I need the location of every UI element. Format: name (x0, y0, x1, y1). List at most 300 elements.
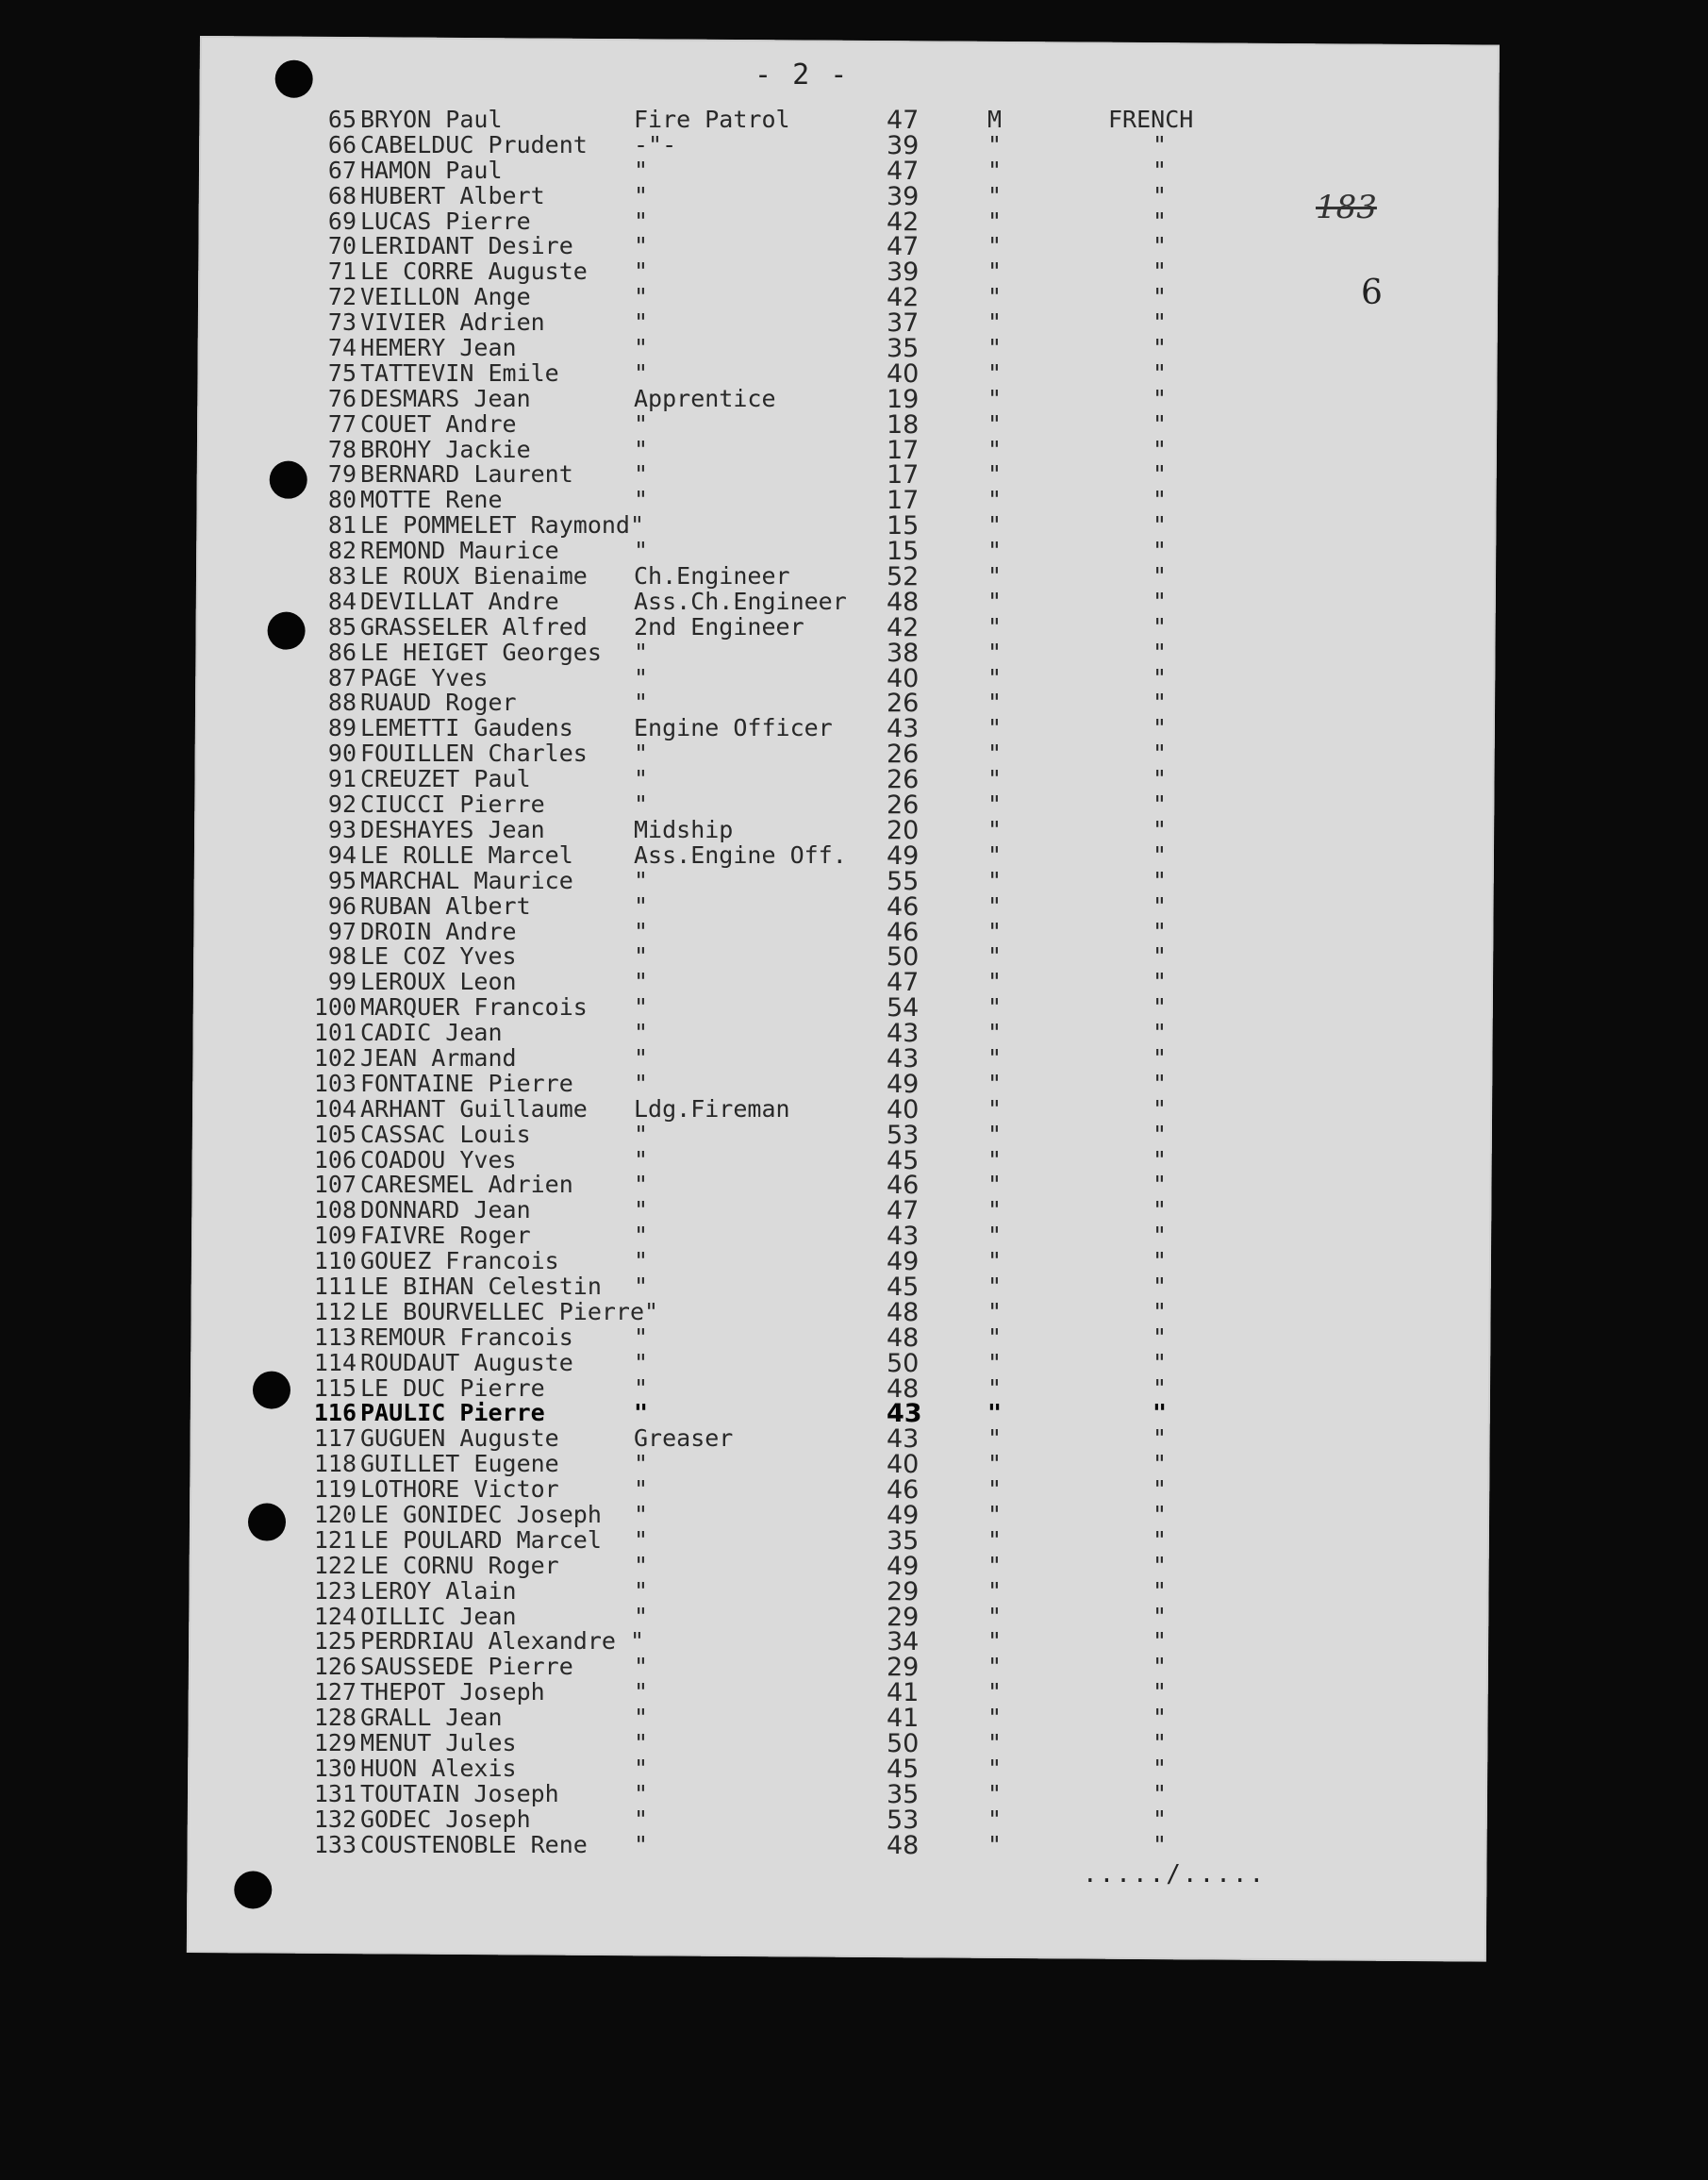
crew-sex: " (987, 358, 1003, 387)
row-number: 82 (327, 537, 357, 565)
row-number: 124 (313, 1602, 357, 1630)
crew-name: GOUEZ Francois (360, 1247, 559, 1275)
crew-rank: " (634, 790, 649, 819)
crew-nationality: " (1152, 1779, 1168, 1807)
row-number: 92 (327, 790, 357, 819)
crew-sex: " (987, 1094, 1003, 1123)
table-row (0, 1094, 1708, 1124)
crew-age: 48 (887, 1830, 920, 1860)
row-number: 89 (327, 714, 357, 742)
crew-rank: " (634, 891, 649, 920)
table-row (0, 1069, 1708, 1099)
crew-nationality: " (1152, 1830, 1168, 1858)
table-row (0, 612, 1708, 642)
crew-name: LE GONIDEC Joseph (360, 1500, 602, 1528)
table-row (0, 714, 1708, 744)
crew-nationality: " (1152, 1602, 1168, 1630)
crew-name: COUET Andre (360, 409, 517, 438)
crew-rank: " (634, 1323, 649, 1351)
crew-age: 43 (887, 1043, 920, 1073)
row-number: 79 (327, 460, 357, 489)
crew-nationality: " (1152, 1069, 1168, 1097)
crew-age: 42 (887, 612, 920, 642)
crew-nationality: " (1152, 917, 1168, 945)
crew-rank: " (634, 181, 649, 209)
crew-nationality: " (1152, 1729, 1168, 1756)
row-number: 77 (327, 409, 357, 438)
table-row (0, 1805, 1708, 1835)
crew-nationality: " (1152, 638, 1168, 666)
crew-name: ARHANT Guillaume (360, 1094, 588, 1123)
crew-age: 49 (887, 1551, 920, 1581)
crew-rank: " (634, 1576, 649, 1605)
table-row (0, 740, 1708, 770)
crew-nationality: " (1152, 486, 1168, 514)
crew-sex: " (987, 993, 1003, 1022)
row-number: 80 (327, 486, 357, 514)
crew-age: 20 (887, 815, 920, 845)
crew-name: CIUCCI Pierre (360, 790, 545, 819)
crew-sex: " (987, 1704, 1003, 1732)
crew-nationality: " (1152, 460, 1168, 489)
crew-age: 50 (887, 942, 920, 973)
crew-sex: " (987, 1475, 1003, 1504)
crew-name: GUILLET Eugene (360, 1450, 559, 1478)
table-row (0, 1653, 1708, 1683)
crew-age: 45 (887, 1272, 920, 1302)
crew-sex: " (987, 1348, 1003, 1376)
crew-name: LE POULARD Marcel (360, 1525, 602, 1554)
crew-sex: " (987, 232, 1003, 260)
crew-name: JEAN Armand (360, 1043, 517, 1072)
crew-nationality: " (1152, 1399, 1168, 1427)
crew-name: GRALL Jean (360, 1704, 503, 1732)
row-number: 112 (313, 1297, 357, 1325)
row-number: 98 (327, 942, 357, 971)
crew-sex: " (987, 130, 1003, 158)
crew-sex: " (987, 1323, 1003, 1351)
row-number: 115 (313, 1373, 357, 1402)
crew-nationality: " (1152, 181, 1168, 209)
crew-name: OILLIC Jean (360, 1602, 517, 1630)
table-row (0, 486, 1708, 516)
crew-name: REMOUR Francois (360, 1323, 573, 1351)
row-number: 68 (327, 181, 357, 209)
crew-rank: " (634, 1500, 649, 1528)
crew-sex: " (987, 638, 1003, 666)
crew-age: 53 (887, 1805, 920, 1835)
crew-age: 26 (887, 689, 920, 719)
crew-rank: " (634, 308, 649, 337)
table-row (0, 334, 1708, 364)
table-row (0, 1627, 1708, 1657)
crew-name: HAMON Paul (360, 156, 503, 184)
crew-sex: " (987, 663, 1003, 691)
crew-age: 17 (887, 486, 920, 516)
crew-rank: " (634, 283, 649, 311)
crew-sex: " (987, 283, 1003, 311)
crew-sex: " (987, 409, 1003, 438)
crew-nationality: " (1152, 663, 1168, 691)
row-number: 123 (313, 1576, 357, 1605)
crew-nationality: " (1152, 1019, 1168, 1047)
crew-nationality: " (1152, 435, 1168, 463)
crew-sex: " (987, 1779, 1003, 1807)
crew-sex: " (987, 587, 1003, 615)
crew-age: 43 (887, 1019, 920, 1049)
crew-rank: Ass.Ch.Engineer (634, 587, 847, 615)
row-number: 127 (313, 1678, 357, 1706)
crew-age: 35 (887, 1525, 920, 1556)
crew-rank: " (634, 1678, 649, 1706)
crew-name: DESHAYES Jean (360, 815, 545, 843)
crew-age: 35 (887, 1779, 920, 1809)
table-row (0, 435, 1708, 465)
table-row (0, 232, 1708, 262)
row-number: 87 (327, 663, 357, 691)
row-number: 71 (327, 258, 357, 286)
crew-nationality: " (1152, 891, 1168, 920)
punch-hole (275, 60, 313, 98)
sheet-number: 6 (1361, 274, 1383, 312)
crew-age: 35 (887, 334, 920, 364)
row-number: 117 (313, 1424, 357, 1453)
crew-name: HUON Alexis (360, 1754, 517, 1782)
crew-nationality: " (1152, 1653, 1168, 1681)
table-row (0, 1475, 1708, 1506)
crew-rank: " (634, 1196, 649, 1224)
crew-rank: " (634, 1145, 649, 1173)
crew-name: LE CORRE Auguste (360, 258, 588, 286)
crew-sex: " (987, 942, 1003, 971)
crew-age: 29 (887, 1653, 920, 1683)
crew-nationality: " (1152, 1475, 1168, 1504)
crew-rank: " (634, 1171, 649, 1199)
row-number: 99 (327, 968, 357, 996)
row-number: 93 (327, 815, 357, 843)
crew-rank: " (634, 638, 649, 666)
crew-sex: " (987, 181, 1003, 209)
crew-age: 49 (887, 1069, 920, 1099)
table-row (0, 106, 1708, 135)
crew-age: 40 (887, 1450, 920, 1480)
crew-name: BERNARD Laurent (360, 460, 573, 489)
crew-rank: " (634, 1348, 649, 1376)
table-row (0, 1323, 1708, 1353)
crew-rank: " (634, 1729, 649, 1756)
crew-nationality: FRENCH (1108, 106, 1194, 133)
crew-nationality: " (1152, 207, 1168, 235)
crew-rank: " (634, 232, 649, 260)
crew-sex: " (987, 1145, 1003, 1173)
crew-rank: " (634, 1830, 649, 1858)
table-row (0, 1754, 1708, 1784)
crew-age: 48 (887, 1297, 920, 1327)
row-number: 90 (327, 740, 357, 768)
crew-nationality: " (1152, 689, 1168, 717)
crew-age: 42 (887, 283, 920, 313)
crew-sex: " (987, 765, 1003, 793)
table-row (0, 790, 1708, 821)
crew-rank: Ldg.Fireman (634, 1094, 790, 1123)
crew-sex: " (987, 1196, 1003, 1224)
table-row (0, 1348, 1708, 1378)
crew-age: 34 (887, 1627, 920, 1657)
crew-nationality: " (1152, 1627, 1168, 1656)
crew-nationality: " (1152, 866, 1168, 894)
crew-name: LEROUX Leon (360, 968, 517, 996)
crew-nationality: " (1152, 612, 1168, 641)
crew-rank: " (634, 942, 649, 971)
table-row (0, 1525, 1708, 1556)
crew-nationality: " (1152, 1222, 1168, 1250)
row-number: 128 (313, 1704, 357, 1732)
crew-name: LOTHORE Victor (360, 1475, 559, 1504)
crew-age: 26 (887, 765, 920, 795)
crew-rank: " (634, 866, 649, 894)
table-row (0, 866, 1708, 896)
crew-name: LE BOURVELLEC Pierre" (360, 1297, 659, 1325)
crew-name: VEILLON Ange (360, 283, 531, 311)
crew-nationality: " (1152, 942, 1168, 971)
crew-rank: " (634, 1399, 649, 1427)
crew-age: 47 (887, 232, 920, 262)
crew-name: CADIC Jean (360, 1019, 503, 1047)
table-row (0, 562, 1708, 592)
crew-rank: " (634, 1754, 649, 1782)
crew-age: 17 (887, 460, 920, 491)
crew-rank: " (634, 1551, 649, 1579)
crew-sex: " (987, 308, 1003, 337)
crew-age: 48 (887, 587, 920, 617)
crew-age: 40 (887, 1094, 920, 1124)
crew-rank: " (634, 1779, 649, 1807)
row-number: 106 (313, 1145, 357, 1173)
crew-sex: " (987, 537, 1003, 565)
table-row (0, 358, 1708, 389)
table-row (0, 638, 1708, 668)
table-row (0, 1120, 1708, 1150)
crew-age: 47 (887, 1196, 920, 1226)
crew-rank: " (634, 435, 649, 463)
crew-rank: " (634, 537, 649, 565)
crew-nationality: " (1152, 1120, 1168, 1148)
row-number: 81 (327, 511, 357, 540)
crew-sex: " (987, 460, 1003, 489)
table-row (0, 968, 1708, 998)
crew-name: SAUSSEDE Pierre (360, 1653, 573, 1681)
crew-age: 46 (887, 891, 920, 922)
row-number: 131 (313, 1779, 357, 1807)
crew-nationality: " (1152, 283, 1168, 311)
crew-age: 50 (887, 1348, 920, 1378)
crew-name: MARQUER Francois (360, 993, 588, 1022)
crew-rank: " (634, 1247, 649, 1275)
row-number: 100 (313, 993, 357, 1022)
table-row (0, 1450, 1708, 1480)
crew-name: CARESMEL Adrien (360, 1171, 573, 1199)
crew-rank: " (634, 1272, 649, 1300)
row-number: 96 (327, 891, 357, 920)
table-row (0, 1171, 1708, 1201)
row-number: 122 (313, 1551, 357, 1579)
crew-name: LE ROLLE Marcel (360, 840, 573, 869)
row-number: 129 (313, 1729, 357, 1756)
crew-sex: " (987, 1424, 1003, 1453)
crew-age: 49 (887, 840, 920, 871)
crew-age: 17 (887, 435, 920, 465)
crew-sex: " (987, 866, 1003, 894)
crew-name: COUSTENOBLE Rene (360, 1830, 588, 1858)
crew-nationality: " (1152, 1551, 1168, 1579)
table-row (0, 587, 1708, 617)
crew-rank: " (634, 1450, 649, 1478)
crew-nationality: " (1152, 537, 1168, 565)
crew-age: 48 (887, 1323, 920, 1353)
table-row (0, 1043, 1708, 1073)
crew-rank: " (634, 207, 649, 235)
table-row (0, 993, 1708, 1023)
crew-name: CABELDUC Prudent (360, 130, 588, 158)
crew-sex: " (987, 740, 1003, 768)
row-number: 120 (313, 1500, 357, 1528)
table-row (0, 942, 1708, 973)
crew-rank: Apprentice (634, 384, 776, 412)
crew-age: 43 (887, 1399, 922, 1429)
crew-rank: Ass.Engine Off. (634, 840, 847, 869)
crew-sex: " (987, 334, 1003, 362)
crew-nationality: " (1152, 790, 1168, 819)
crew-nationality: " (1152, 562, 1168, 591)
table-row (0, 891, 1708, 922)
row-number: 97 (327, 917, 357, 945)
crew-sex: " (987, 815, 1003, 843)
crew-name: BRYON Paul (360, 106, 503, 133)
crew-sex: " (987, 1120, 1003, 1148)
crew-name: BROHY Jackie (360, 435, 531, 463)
crew-name: LE CORNU Roger (360, 1551, 559, 1579)
row-number: 116 (313, 1399, 357, 1427)
continued-marker: ...../..... (1083, 1860, 1267, 1889)
row-number: 126 (313, 1653, 357, 1681)
row-number: 130 (313, 1754, 357, 1782)
crew-age: 26 (887, 740, 920, 770)
crew-nationality: " (1152, 968, 1168, 996)
table-row (0, 283, 1708, 313)
row-number: 107 (313, 1171, 357, 1199)
crew-sex: " (987, 612, 1003, 641)
crew-name: FONTAINE Pierre (360, 1069, 573, 1097)
row-number: 76 (327, 384, 357, 412)
crew-nationality: " (1152, 587, 1168, 615)
table-row (0, 156, 1708, 186)
table-row (0, 1424, 1708, 1455)
crew-name: COADOU Yves (360, 1145, 517, 1173)
crew-nationality: " (1152, 1272, 1168, 1300)
crew-age: 18 (887, 409, 920, 440)
crew-sex: " (987, 714, 1003, 742)
crew-name: VIVIER Adrien (360, 308, 545, 337)
row-number: 109 (313, 1222, 357, 1250)
crew-nationality: " (1152, 384, 1168, 412)
crew-nationality: " (1152, 1145, 1168, 1173)
crew-name: MARCHAL Maurice (360, 866, 573, 894)
crew-nationality: " (1152, 1525, 1168, 1554)
crew-nationality: " (1152, 1171, 1168, 1199)
crew-rank: " (634, 258, 649, 286)
crew-nationality: " (1152, 993, 1168, 1022)
crew-name: RUBAN Albert (360, 891, 531, 920)
crew-name: LE COZ Yves (360, 942, 517, 971)
crew-name: REMOND Maurice (360, 537, 559, 565)
crew-age: 38 (887, 638, 920, 668)
crew-name: HUBERT Albert (360, 181, 545, 209)
crew-age: 15 (887, 511, 920, 541)
row-number: 113 (313, 1323, 357, 1351)
crew-nationality: " (1152, 740, 1168, 768)
crew-rank: " (634, 460, 649, 489)
crew-name: FAIVRE Roger (360, 1222, 531, 1250)
row-number: 74 (327, 334, 357, 362)
crew-age: 29 (887, 1576, 920, 1606)
crew-sex: " (987, 1069, 1003, 1097)
crew-age: 39 (887, 181, 920, 211)
table-row (0, 181, 1708, 211)
crew-sex: " (987, 917, 1003, 945)
row-number: 85 (327, 612, 357, 641)
table-row (0, 1729, 1708, 1758)
crew-name: GODEC Joseph (360, 1805, 531, 1833)
crew-name: ROUDAUT Auguste (360, 1348, 573, 1376)
crew-rank: " (634, 968, 649, 996)
crew-sex: " (987, 790, 1003, 819)
crew-rank: " (634, 1043, 649, 1072)
table-row (0, 409, 1708, 440)
table-row (0, 815, 1708, 845)
crew-name: LEMETTI Gaudens (360, 714, 573, 742)
table-row (0, 511, 1708, 541)
crew-rank: " (634, 993, 649, 1022)
crew-sex: " (987, 384, 1003, 412)
crew-sex: " (987, 1373, 1003, 1402)
crew-age: 55 (887, 866, 920, 896)
row-number: 83 (327, 562, 357, 591)
crew-sex: " (987, 1297, 1003, 1325)
crew-age: 19 (887, 384, 920, 414)
punch-hole (234, 1871, 272, 1908)
crew-rank: " (634, 917, 649, 945)
crew-nationality: " (1152, 1576, 1168, 1605)
crew-name: GRASSELER Alfred (360, 612, 588, 641)
crew-age: 49 (887, 1247, 920, 1277)
crew-nationality: " (1152, 765, 1168, 793)
row-number: 72 (327, 283, 357, 311)
table-row (0, 1222, 1708, 1252)
crew-sex: " (987, 1754, 1003, 1782)
crew-nationality: " (1152, 334, 1168, 362)
crew-age: 39 (887, 130, 920, 160)
table-row (0, 537, 1708, 567)
crew-rank: " (634, 765, 649, 793)
crew-age: 45 (887, 1145, 920, 1175)
row-number: 132 (313, 1805, 357, 1833)
punch-holes (200, 36, 1500, 45)
crew-name: LE BIHAN Celestin (360, 1272, 602, 1300)
row-number: 91 (327, 765, 357, 793)
row-number: 86 (327, 638, 357, 666)
crew-sex: " (987, 1500, 1003, 1528)
crew-nationality: " (1152, 130, 1168, 158)
